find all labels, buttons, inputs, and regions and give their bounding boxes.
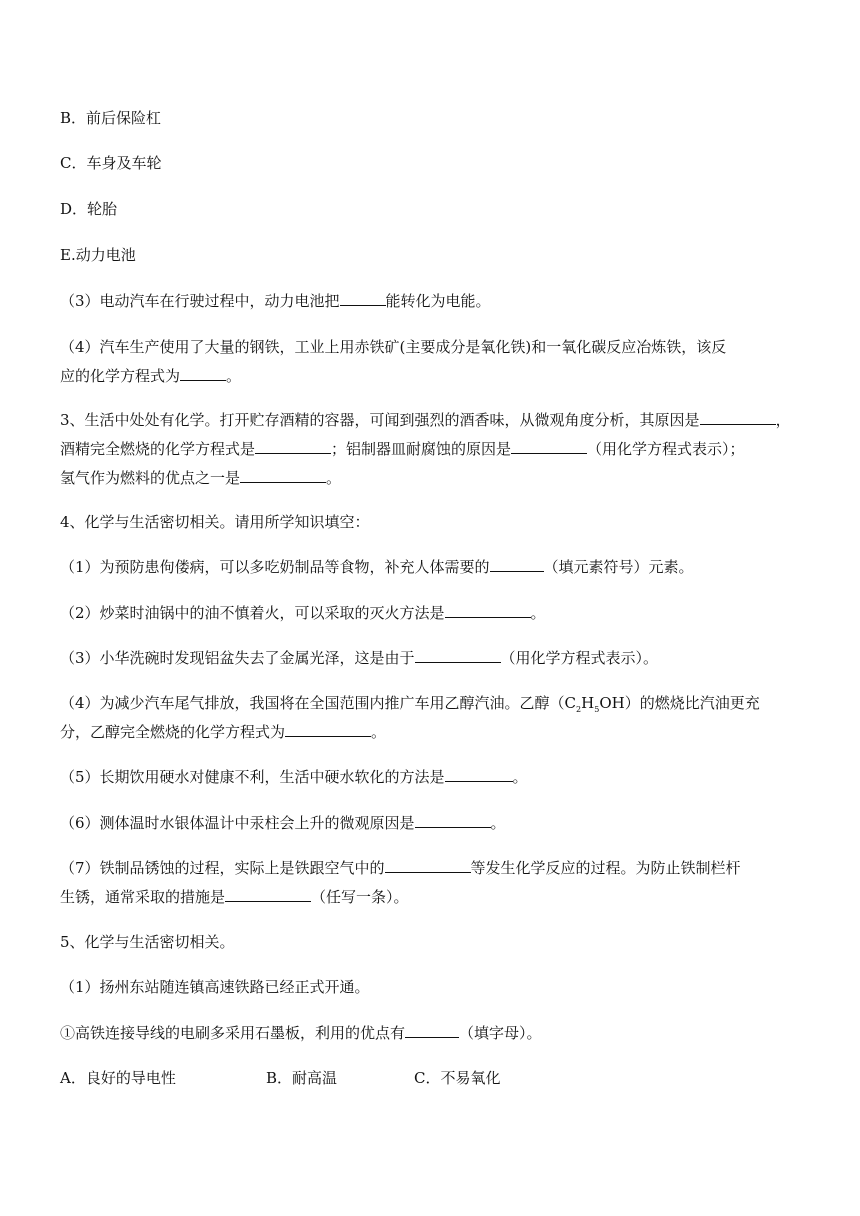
question-text: （4）为减少汽车尾气排放，我国将在全国范围内推广车用乙醇汽油。乙醇（C <box>60 694 577 712</box>
question-4-2 <box>60 598 805 628</box>
question-4-6 <box>60 808 805 838</box>
answer-blank[interactable] <box>180 364 226 381</box>
option-d: D．轮胎 <box>60 200 118 218</box>
answer-blank[interactable] <box>415 646 501 663</box>
question-2-4-line2 <box>60 361 805 391</box>
answer-blank[interactable] <box>385 856 471 873</box>
question-3-line3 <box>60 463 805 493</box>
option-c: C．车身及车轮 <box>60 154 162 172</box>
question-2-4-line1: （4）汽车生产使用了大量的钢铁，工业上用赤铁矿(主要成分是氧化铁)和一氧化碳反应冶炼铁，该反 <box>60 338 727 356</box>
question-text: （7）铁制品锈蚀的过程，实际上是铁跟空气中的 <box>60 859 385 877</box>
question-text: （填元素符号）元素。 <box>543 558 694 576</box>
option-a: A．良好的导电性 <box>60 1069 176 1087</box>
question-text: （2）炒菜时油锅中的油不慎着火，可以采取的灭火方法是 <box>60 604 445 622</box>
question-text: ， <box>775 411 791 429</box>
question-text: （5）长期饮用硬水对健康不利，生活中硬水软化的方法是 <box>60 768 445 786</box>
question-5-1: （1）扬州东站随连镇高速铁路已经正式开通。 <box>60 978 370 996</box>
question-4-4-line2 <box>60 717 805 747</box>
question-text: H <box>581 694 595 712</box>
answer-blank[interactable] <box>405 1021 459 1038</box>
answer-blank[interactable] <box>225 885 311 902</box>
question-text: （6）测体温时水银体温计中汞柱会上升的微观原因是 <box>60 814 415 832</box>
question-5-title: 5、化学与生活密切相关。 <box>60 933 235 951</box>
question-3-line1 <box>60 405 805 435</box>
question-text: 。 <box>371 723 387 741</box>
question-text: 生锈，通常采取的措施是 <box>60 888 226 906</box>
question-text: 氢气作为燃料的优点之一是 <box>60 469 241 487</box>
answer-blank[interactable] <box>240 466 326 483</box>
question-text: ①高铁连接导线的电刷多采用石墨板，利用的优点有 <box>60 1024 406 1042</box>
question-4-7-line2 <box>60 882 805 912</box>
answer-blank[interactable] <box>700 408 776 425</box>
question-5-1a <box>60 1018 805 1048</box>
question-text: 。 <box>512 768 528 786</box>
question-text: 等发生化学反应的过程。为防止铁制栏杆 <box>470 859 741 877</box>
question-text: （填字母）。 <box>459 1024 542 1042</box>
question-text: （3）电动汽车在行驶过程中，动力电池把 <box>60 292 340 310</box>
question-4-5 <box>60 762 805 792</box>
option-b: B．耐高温 <box>266 1069 338 1087</box>
question-4-title: 4、化学与生活密切相关。请用所学知识填空： <box>60 513 370 531</box>
question-2-3 <box>60 286 805 316</box>
subscript: 2 <box>576 705 582 714</box>
question-text: 。 <box>490 814 506 832</box>
answer-blank[interactable] <box>255 437 331 454</box>
question-text: 3、生活中处处有化学。打开贮存酒精的容器，可闻到强烈的酒香味，从微观角度分析，其原因是 <box>60 411 700 429</box>
answer-blank[interactable] <box>285 720 371 737</box>
question-text: （任写一条）。 <box>311 888 409 906</box>
question-text: OH）的燃烧比汽油更充 <box>599 694 760 712</box>
question-5-options <box>60 1063 805 1093</box>
option-c: C．不易氧化 <box>414 1069 501 1087</box>
question-text: ；铝制器皿耐腐蚀的原因是 <box>331 440 512 458</box>
answer-blank[interactable] <box>490 555 544 572</box>
question-text: 。 <box>530 604 546 622</box>
question-text: （1）为预防患佝偻病，可以多吃奶制品等食物，补充人体需要的 <box>60 558 490 576</box>
answer-blank[interactable] <box>340 289 386 306</box>
question-4-3 <box>60 643 805 673</box>
question-text: 分，乙醇完全燃烧的化学方程式为 <box>60 723 286 741</box>
question-3-line2 <box>60 434 805 464</box>
question-text: 。 <box>326 469 342 487</box>
answer-blank[interactable] <box>445 765 513 782</box>
question-text: （用化学方程式表示）； <box>587 440 745 458</box>
question-text: （用化学方程式表示）。 <box>500 649 659 667</box>
option-e: E.动力电池 <box>60 246 136 264</box>
question-text: 能转化为电能。 <box>385 292 491 310</box>
answer-blank[interactable] <box>445 601 531 618</box>
answer-blank[interactable] <box>415 811 491 828</box>
question-text: 。 <box>226 367 242 385</box>
subscript: 5 <box>594 705 600 714</box>
answer-blank[interactable] <box>511 437 587 454</box>
question-text: 酒精完全燃烧的化学方程式是 <box>60 440 256 458</box>
question-4-7-line1 <box>60 853 805 883</box>
question-text: （3）小华洗碗时发现铝盆失去了金属光泽，这是由于 <box>60 649 415 667</box>
question-4-1 <box>60 552 805 582</box>
option-b: B．前后保险杠 <box>60 109 162 127</box>
question-text: 应的化学方程式为 <box>60 367 181 385</box>
